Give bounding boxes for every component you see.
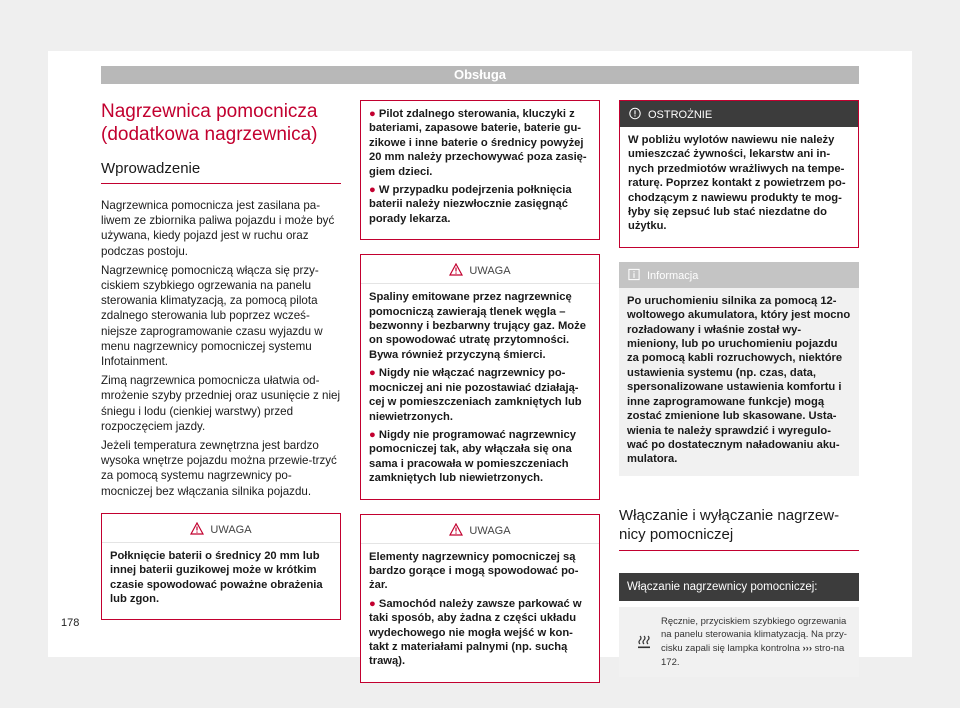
warning-box	[101, 513, 341, 621]
heater-icon-cell	[627, 615, 661, 669]
info-text: Po uruchomieniu silnika za pomocą 12-woltowego akumulatora, który jest mocno rozładowany i właśnie został wy-mieniony, lub po uruchomieniu pojazdu za pomocą kabli rozruchowych, niektóre ustawienia systemu (np. czas, data, spersonalizowane ustawienia komfortu i inne zaprogramowane funkcje) mogą zostać zmienione lub skasowane. Usta-wienia te należy sprawdzić i wyregulo-wać po dostatecznym naładowaniu aku-mulatora.	[627, 294, 851, 466]
info-label: Informacja	[647, 269, 699, 282]
bullet-item	[369, 366, 591, 424]
bullet-item	[369, 597, 591, 669]
row-description: Ręcznie, przyciskiem szybkiego ogrzewania na panelu sterowania klimatyzacją. Na przy-cisku zapali się lampka kontrolna	[661, 615, 847, 654]
warning-text: Elementy nagrzewnicy pomocniczej są bardzo gorące i mogą spowodować po-żar.	[369, 550, 579, 592]
paragraph: Zimą nagrzewnica pomocnicza ułatwia od-mrożenie szyby przedniej oraz usunięcie z niej śniegu i lodu (cienkiej warstwy) przed rozpoczęciem jazdy.	[101, 374, 341, 433]
table-header: Włączanie nagrzewnicy pomocniczej:	[619, 573, 859, 601]
bullet-text: Nigdy nie programować nagrzewnicy pomocniczej tak, aby włączała się ona sama i pracowała w pomieszczeniach zamkniętych lub niewietrzonych.	[369, 428, 576, 485]
table-row-text	[661, 615, 851, 669]
warning-continued-box	[360, 100, 600, 240]
column-left	[101, 100, 341, 620]
auxiliary-heater-icon	[637, 634, 651, 650]
warning-label: UWAGA	[469, 524, 511, 537]
warning-text: Spaliny emitowane przez nagrzewnicę pomocniczą zawierają tlenek węgla – bezwonny i bezbarwny trujący gaz. Może on spowodować utratę przytomności. Bywa również przyczyną śmierci.	[369, 291, 586, 361]
bullet-item	[369, 428, 591, 486]
warning-box	[360, 514, 600, 683]
column-middle	[360, 100, 600, 683]
info-header	[619, 262, 859, 288]
page-title-line2: (dodatkowa nagrzewnica)	[101, 124, 318, 145]
bullet-icon: ●	[369, 597, 379, 610]
exclamation-icon	[628, 107, 642, 120]
bullet-icon: ●	[369, 367, 379, 380]
column-right	[619, 100, 859, 677]
bullet-text: W przypadku podejrzenia połknięcia baterii należy niezwłocznie zasięgnąć porady lekarza.	[369, 184, 572, 225]
table-row	[619, 607, 859, 677]
page-title	[101, 100, 341, 146]
warning-text: Połknięcie baterii o średnicy 20 mm lub innej baterii guzikowej może w krótkim czasie spowodować poważne obrażenia lub zgon.	[110, 549, 323, 606]
paragraph: Jeżeli temperatura zewnętrzna jest bardzo wysoka wnętrze pojazdu można przewie-trzyć za pomocą systemu nagrzewnicy po-mocniczej bez włączania silnika pojazdu.	[101, 439, 337, 498]
bullet-item	[369, 183, 591, 226]
section-title: Włączanie i wyłączanie nagrzew-nicy pomocniczej	[619, 506, 859, 551]
cross-reference-page[interactable]: stro-na 172.	[661, 642, 845, 668]
warning-icon	[449, 523, 463, 536]
cross-reference-arrow: ›››	[802, 642, 813, 654]
warning-header	[361, 255, 599, 284]
page-number: 178	[61, 617, 80, 629]
bullet-text: Nigdy nie włączać nagrzewnicy po-mocniczej ani nie pozostawiać działają-cej w pomieszczeniach zamkniętych lub niewietrzonych.	[369, 367, 582, 423]
warning-box	[360, 254, 600, 499]
info-box	[619, 262, 859, 476]
warning-label: UWAGA	[210, 523, 252, 536]
paragraph: Nagrzewnica pomocnicza jest zasilana pa-liwem ze zbiornika paliwa pojazdu i może być używana, kiedy pojazd jest w ruchu oraz podczas postoju.	[101, 199, 335, 258]
bullet-icon: ●	[369, 108, 379, 120]
warning-header	[102, 514, 340, 543]
bullet-icon: ●	[369, 428, 379, 441]
bullet-item	[369, 107, 591, 179]
paragraph: Nagrzewnicę pomocniczą włącza się przy-ciskiem szybkiego ogrzewania na panelu sterowania klimatyzacją, za pomocą pilota zdalnego sterowania lub poprzez wcześ-niejsze zaprogramowanie czasu wyjazdu w menu nagrzewnicy pomocniczej systemu Infotainment.	[101, 263, 323, 369]
caution-label: OSTROŻNIE	[648, 109, 713, 121]
page-title-line1: Nagrzewnica pomocnicza	[101, 101, 318, 122]
section-header: Obsługa	[101, 66, 859, 84]
caution-box	[619, 100, 859, 248]
caution-text: W pobliżu wylotów nawiewu nie należy umieszczać żywności, lekarstw ani in-nych przedmiotów wrażliwych na tempe-raturę. Poprzez kontakt z powietrzem po-chodzącym z nawiewu produkty te mog-łyby się zepsuć lub stać niezdatne do użytku.	[628, 134, 846, 233]
info-icon	[627, 268, 641, 281]
warning-icon	[190, 522, 204, 535]
bullet-text: Samochód należy zawsze parkować w taki sposób, aby żadna z części układu wydechowego nie mogła wejść w kon-takt z materiałami palnymi (np. suchą trawą).	[369, 597, 582, 668]
bullet-text: Pilot zdalnego sterowania, kluczyki z bateriami, zapasowe baterie, baterie gu-zikowe i inne baterie o średnicy powyżej 20 mm należy przechowywać poza zasię-giem dzieci.	[369, 108, 587, 178]
warning-header	[361, 515, 599, 544]
bullet-icon: ●	[369, 184, 379, 197]
warning-label: UWAGA	[469, 265, 511, 278]
section-subtitle: Wprowadzenie	[101, 160, 341, 184]
caution-header	[620, 101, 858, 127]
warning-icon	[449, 263, 463, 276]
